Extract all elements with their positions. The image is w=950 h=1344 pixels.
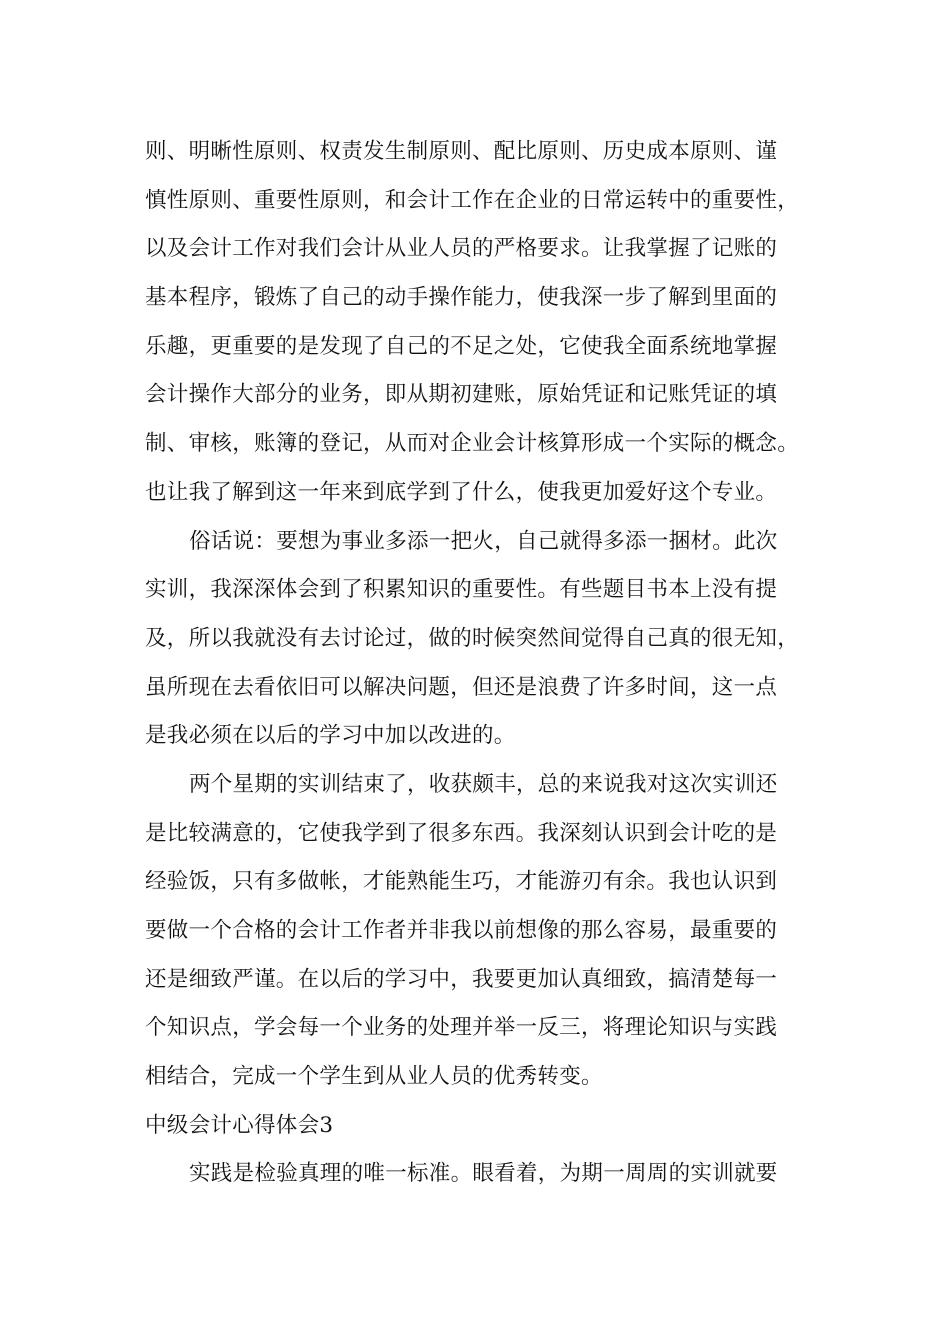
text-line: 基本程序，锻炼了自己的动手操作能力，使我深一步了解到里面的: [145, 285, 778, 311]
text-line: 乐趣，更重要的是发现了自己的不足之处，它使我全面系统地掌握: [145, 333, 778, 359]
text-line: 虽所现在去看依旧可以解决问题，但还是浪费了许多时间，这一点: [145, 674, 778, 700]
text-line: 慎性原则、重要性原则，和会计工作在企业的日常运转中的重要性，: [145, 187, 800, 213]
text-line: 则、明晰性原则、权责发生制原则、配比原则、历史成本原则、谨: [145, 139, 778, 164]
paragraph-start-line: 实践是检验真理的唯一标准。眼看着，为期一周周的实训就要: [189, 1161, 778, 1187]
text-line: 会计操作大部分的业务，即从期初建账，原始凭证和记账凭证的填: [145, 382, 778, 408]
text-line: 还是细致严谨。在以后的学习中，我要更加认真细致，搞清楚每一: [145, 966, 778, 992]
text-line: 个知识点，学会每一个业务的处理并举一反三，将理论知识与实践: [145, 1015, 778, 1041]
text-line: 相结合，完成一个学生到从业人员的优秀转变。: [145, 1064, 603, 1090]
text-line: 也让我了解到这一年来到底学到了什么，使我更加爱好这个专业。: [145, 479, 778, 505]
text-line: 要做一个合格的会计工作者并非我以前想像的那么容易，最重要的: [145, 918, 778, 943]
text-line: 是比较满意的，它使我学到了很多东西。我深刻认识到会计吃的是: [145, 820, 778, 846]
text-line: 及，所以我就没有去讨论过，做的时候突然间觉得自己真的很无知，: [145, 625, 800, 651]
paragraph-start-line: 两个星期的实训结束了，收获颇丰，总的来说我对这次实训还: [189, 771, 778, 797]
text-line: 经验饭，只有多做帐，才能熟能生巧，才能游刃有余。我也认识到: [145, 869, 778, 895]
text-line: 制、审核，账簿的登记，从而对企业会计核算形成一个实际的概念。: [145, 431, 800, 457]
text-line: 以及会计工作对我们会计从业人员的严格要求。让我掌握了记账的: [145, 236, 778, 262]
text-line: 实训，我深深体会到了积累知识的重要性。有些题目书本上没有提: [145, 577, 778, 603]
document-page: [145, 128, 825, 1199]
text-line: 是我必须在以后的学习中加以改进的。: [145, 723, 516, 749]
paragraph-start-line: 俗话说：要想为事业多添一把火，自己就得多添一捆材。此次: [189, 528, 778, 554]
section-heading: 中级会计心得体会3: [145, 1112, 334, 1138]
